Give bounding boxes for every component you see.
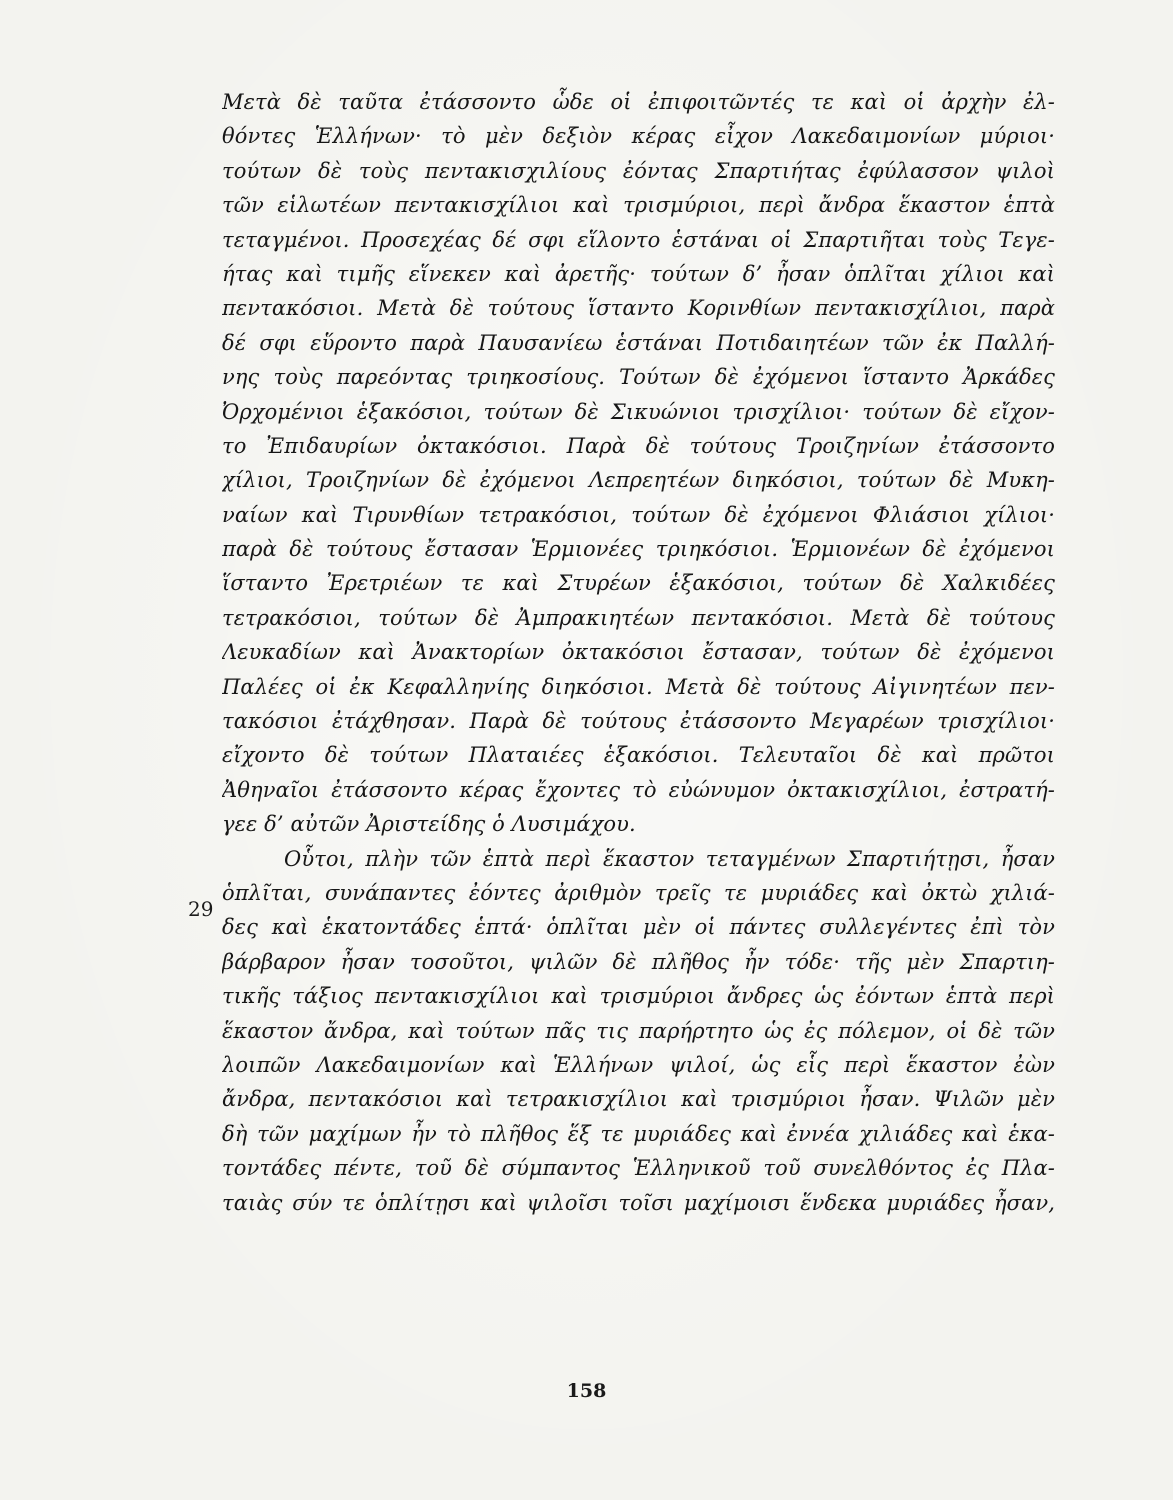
- text-line-5: τεταγμένοι. Προσεχέας δέ σφι εἵλοντο ἑστάναι οἱ Σπαρτιῆται τοὺς Τεγε-: [222, 227, 1055, 252]
- text-line-1: Μετὰ δὲ ταῦτα ἐτάσσοντο ὧδε οἱ ἐπιφοιτῶντές τε καὶ οἱ ἀρχὴν ἐλ-: [222, 90, 1055, 114]
- text-line-23: Οὗτοι, πλὴν τῶν ἑπτὰ περὶ ἕκαστον τεταγμένων Σπαρτιήτῃσι, ἦσαν: [284, 846, 1055, 871]
- text-line-4: τῶν εἱλωτέων πεντακισχίλιοι καὶ τρισμύριοι, περὶ ἄνδρα ἕκαστον ἑπτὰ: [222, 193, 1055, 218]
- section-number: 29: [188, 897, 214, 921]
- page-number: 158: [566, 1380, 607, 1402]
- text-line-16: τετρακόσιοι, τούτων δὲ Ἀμπρακιητέων πεντακόσιοι. Μετὰ δὲ τούτους: [222, 605, 1055, 630]
- text-line-11: το Ἐπιδαυρίων ὀκτακόσιοι. Παρὰ δὲ τούτους Τροιζηνίων ἐτάσσοντο: [222, 433, 1055, 458]
- text-line-32: τοντάδες πέντε, τοῦ δὲ σύμπαντος Ἑλληνικοῦ τοῦ συνελθόντος ἐς Πλα-: [222, 1156, 1055, 1181]
- text-line-28: ἕκαστον ἄνδρα, καὶ τούτων πᾶς τις παρήρτητο ὡς ἐς πόλεμον, οἱ δὲ τῶν: [222, 1018, 1055, 1043]
- text-line-20: εἴχοντο δὲ τούτων Πλαταιέες ἑξακόσιοι. Τελευταῖοι δὲ καὶ πρῶτοι: [222, 743, 1055, 768]
- text-line-6: ήτας καὶ τιμῆς εἵνεκεν καὶ ἀρετῆς· τούτων δ’ ἦσαν ὁπλῖται χίλιοι καὶ: [222, 261, 1055, 286]
- text-line-8: δέ σφι εὕροντο παρὰ Παυσανίεω ἑστάναι Ποτιδαιητέων τῶν ἐκ Παλλή-: [222, 330, 1055, 355]
- text-line-9: νης τοὺς παρεόντας τριηκοσίους. Τούτων δὲ ἐχόμενοι ἵσταντο Ἀρκάδες: [222, 365, 1055, 390]
- text-line-3: τούτων δὲ τοὺς πεντακισχιλίους ἐόντας Σπαρτιήτας ἐφύλασσον ψιλοὶ: [222, 158, 1055, 183]
- text-line-7: πεντακόσιοι. Μετὰ δὲ τούτους ἵσταντο Κορινθίων πεντακισχίλιοι, παρὰ: [222, 296, 1055, 321]
- text-line-27: τικῆς τάξιος πεντακισχίλιοι καὶ τρισμύριοι ἄνδρες ὡς ἐόντων ἑπτὰ περὶ: [222, 984, 1055, 1009]
- text-line-29: λοιπῶν Λακεδαιμονίων καὶ Ἑλλήνων ψιλοί, ὡς εἷς περὶ ἕκαστον ἐὼν: [222, 1052, 1055, 1077]
- text-line-18: Παλέες οἱ ἐκ Κεφαλληνίης διηκόσιοι. Μετὰ δὲ τούτους Αἰγινητέων πεν-: [222, 674, 1055, 699]
- text-line-31: δὴ τῶν μαχίμων ἦν τὸ πλῆθος ἕξ τε μυριάδες καὶ ἐννέα χιλιάδες καὶ ἑκα-: [222, 1121, 1055, 1146]
- text-line-33: ταιὰς σύν τε ὁπλίτῃσι καὶ ψιλοῖσι τοῖσι μαχίμοισι ἕνδεκα μυριάδες ἦσαν,: [222, 1190, 1055, 1215]
- text-line-25: δες καὶ ἑκατοντάδες ἑπτά· ὁπλῖται μὲν οἱ πάντες συλλεγέντες ἐπὶ τὸν: [222, 915, 1055, 940]
- text-line-17: Λευκαδίων καὶ Ἀνακτορίων ὀκτακόσιοι ἔστασαν, τούτων δὲ ἐχόμενοι: [222, 640, 1055, 665]
- text-body: [222, 85, 1055, 1220]
- text-line-24: ὁπλῖται, συνάπαντες ἐόντες ἀριθμὸν τρεῖς τε μυριάδες καὶ ὀκτὼ χιλιά-: [222, 880, 1055, 905]
- text-line-30: ἄνδρα, πεντακόσιοι καὶ τετρακισχίλιοι καὶ τρισμύριοι ἦσαν. Ψιλῶν μὲν: [222, 1087, 1055, 1112]
- text-line-21: Ἀθηναῖοι ἐτάσσοντο κέρας ἔχοντες τὸ εὐώνυμον ὀκτακισχίλιοι, ἐστρατή-: [222, 777, 1055, 802]
- text-line-13: ναίων καὶ Τιρυνθίων τετρακόσιοι, τούτων δὲ ἐχόμενοι Φλιάσιοι χίλιοι·: [222, 502, 1055, 527]
- text-line-14: παρὰ δὲ τούτους ἔστασαν Ἑρμιονέες τριηκόσιοι. Ἑρμιονέων δὲ ἐχόμενοι: [222, 537, 1055, 562]
- text-line-26: βάρβαρον ἦσαν τοσοῦτοι, ψιλῶν δὲ πλῆθος ἦν τόδε· τῆς μὲν Σπαρτιη-: [222, 949, 1055, 974]
- text-line-12: χίλιοι, Τροιζηνίων δὲ ἐχόμενοι Λεπρεητέων διηκόσιοι, τούτων δὲ Μυκη-: [222, 468, 1055, 493]
- text-line-15: ἵσταντο Ἐρετριέων τε καὶ Στυρέων ἑξακόσιοι, τούτων δὲ Χαλκιδέες: [222, 571, 1055, 596]
- text-line-19: τακόσιοι ἐτάχθησαν. Παρὰ δὲ τούτους ἐτάσσοντο Μεγαρέων τρισχίλιοι·: [222, 709, 1055, 734]
- text-line-10: Ὀρχομένιοι ἑξακόσιοι, τούτων δὲ Σικυώνιοι τρισχίλιοι· τούτων δὲ εἴχον-: [222, 399, 1055, 424]
- text-line-22: γεε δ’ αὐτῶν Ἀριστείδης ὁ Λυσιμάχου.: [222, 812, 636, 837]
- text-line-2: θόντες Ἑλλήνων· τὸ μὲν δεξιὸν κέρας εἶχον Λακεδαιμονίων μύριοι·: [222, 124, 1055, 149]
